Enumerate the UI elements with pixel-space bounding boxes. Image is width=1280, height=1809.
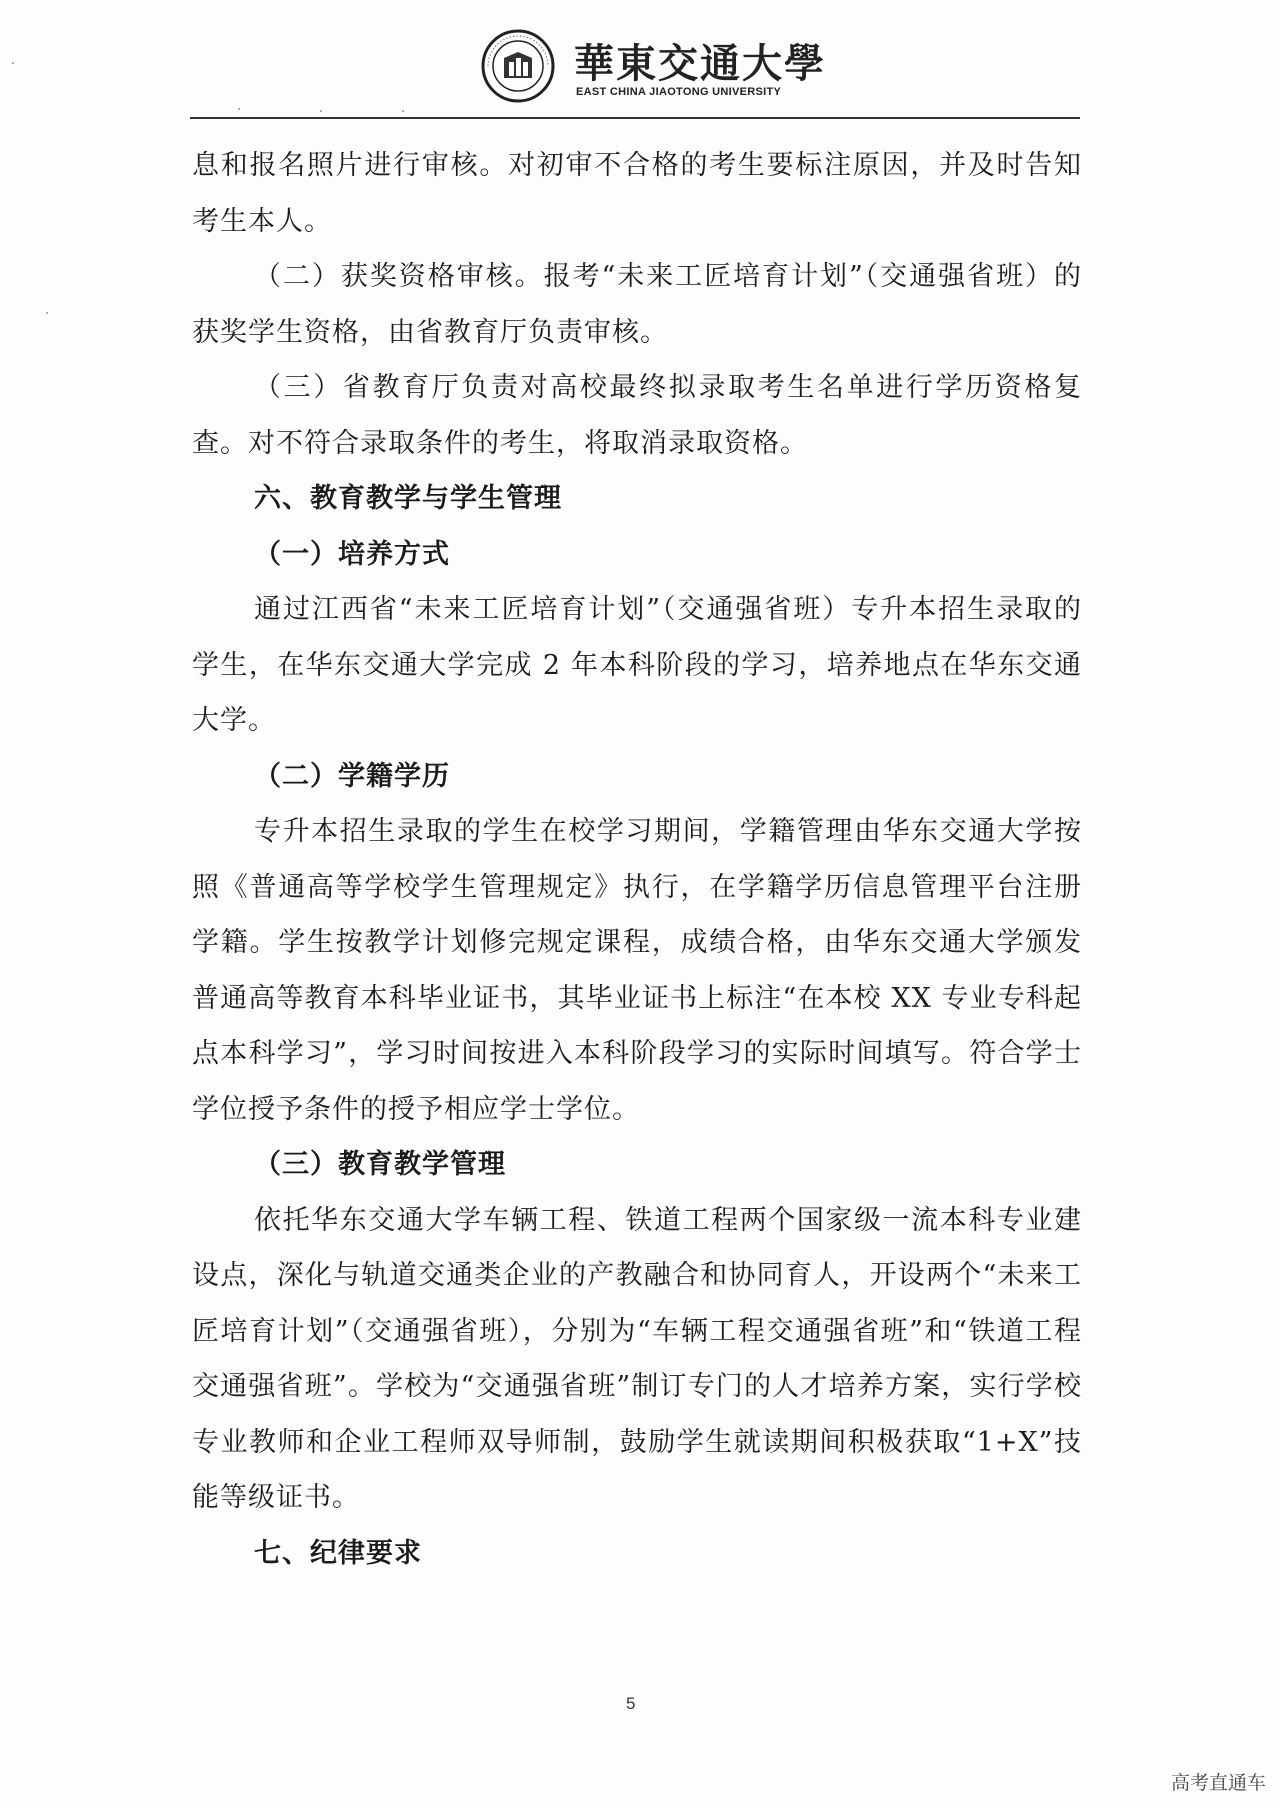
scan-speck [320, 110, 322, 112]
section-heading-7: 七、纪律要求 [254, 1537, 422, 1569]
letterhead [480, 22, 826, 112]
paragraph-status: 专升本招生录取的学生在校学习期间，学籍管理由华东交通大学按照《普通高等学校学生管理规定》执行，在学籍学历信息管理平台注册学籍。学生按教学计划修完规定课程，成绩合格，由华东交通大学颁发普通高等教育本科毕业证书，其毕业证书上标注“在本校 XX 专业专科起点本科学习”，学习时间按进入本科阶段学习的实际时间填写。符合学士学位授予条件的授予相应学士学位。 [192, 816, 1082, 1125]
subsection-heading-status: （二）学籍学历 [254, 760, 450, 792]
paragraph-management: 依托华东交通大学车辆工程、铁道工程两个国家级一流本科专业建设点，深化与轨道交通类企业的产教融合和协同育人，开设两个“未来工匠培育计划”（交通强省班），分别为“车辆工程交通强省班”和“铁道工程交通强省班”。学校为“交通强省班”制订专门的人才培养方案，实行学校专业教师和企业工程师双导师制，鼓励学生就读期间积极获取“1+X”技能等级证书。 [192, 1204, 1082, 1513]
university-name-en: EAST CHINA JIAOTONG UNIVERSITY [576, 86, 782, 98]
page-number: 5 [626, 1694, 636, 1713]
paragraph-continued: 息和报名照片进行审核。对初审不合格的考生要标注原因，并及时告知考生本人。 [192, 150, 1082, 237]
scan-speck [402, 110, 404, 112]
university-name-cn: 華東交通大學 [574, 40, 826, 87]
paragraph-training: 通过江西省“未来工匠培育计划”（交通强省班）专升本招生录取的学生，在华东交通大学完成 2 年本科阶段的学习，培养地点在华东交通大学。 [192, 594, 1082, 736]
subsection-heading-management: （三）教育教学管理 [254, 1149, 506, 1180]
subsection-heading-training: （一）培养方式 [254, 538, 450, 570]
paragraph-final-review: （三）省教育厅负责对高校最终拟录取考生名单进行学历资格复查。对不符合录取条件的考生，将取消录取资格。 [192, 372, 1082, 459]
document-body [192, 138, 1082, 1581]
scan-speck [46, 312, 48, 314]
university-seal-logo [480, 28, 556, 104]
header-rule [190, 117, 1080, 119]
watermark-text: 高考直通车 [1170, 1772, 1266, 1794]
section-heading-6: 六、教育教学与学生管理 [254, 483, 562, 514]
paragraph-award-review: （二）获奖资格审核。报考“未来工匠培育计划”（交通强省班）的获奖学生资格，由省教育厅负责审核。 [192, 261, 1082, 348]
scan-speck [12, 62, 14, 64]
scan-speck [238, 108, 240, 110]
